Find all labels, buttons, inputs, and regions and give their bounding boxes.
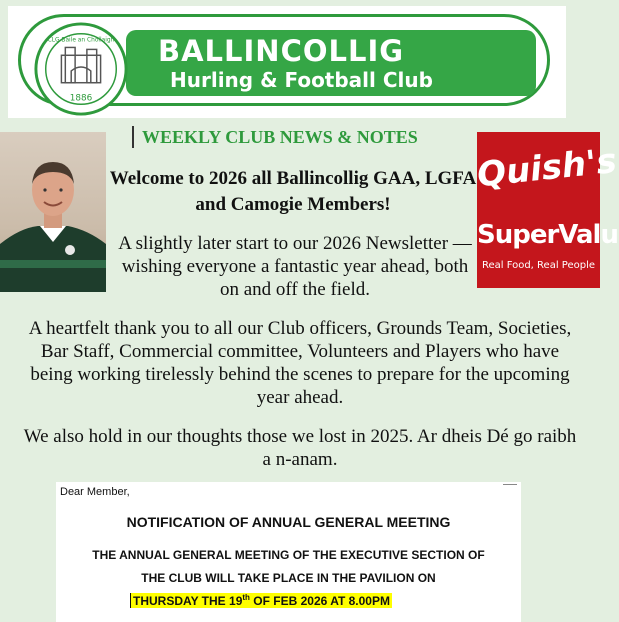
- chairperson-photo: [0, 132, 106, 292]
- club-name: BALLINCOLLIG: [158, 34, 405, 68]
- club-subtitle: Hurling & Football Club: [170, 68, 433, 92]
- notice-greeting: Dear Member,: [60, 486, 130, 498]
- sponsor-ad[interactable]: [475, 132, 619, 288]
- section-heading: WEEKLY CLUB NEWS & NOTES: [132, 126, 482, 148]
- club-crest-icon: [32, 20, 130, 118]
- crest-text: CLG Baile an Chollaigh: [47, 37, 115, 44]
- intro-paragraph: A slightly later start to our 2026 Newsletter — wishing everyone a fantastic year ahead, both on and off the field.: [118, 233, 472, 300]
- remembrance-paragraph: We also hold in our thoughts those we lost in 2025. Ar dheis Dé go raibh a n-anam.: [23, 426, 577, 470]
- sponsor-brand: SuperValu: [477, 220, 618, 250]
- club-banner: [8, 6, 566, 118]
- sponsor-tagline: Real Food, Real People: [481, 260, 596, 271]
- meeting-date-prefix: THURSDAY THE 19: [133, 594, 243, 608]
- notice-title: NOTIFICATION OF ANNUAL GENERAL MEETING: [126, 514, 451, 530]
- crest-year: 1886: [69, 93, 93, 104]
- person-photo-icon: [0, 132, 106, 292]
- meeting-date-rest: OF FEB 2026 AT 8.00PM: [249, 594, 390, 608]
- welcome-heading: Welcome to 2026 all Ballincollig GAA, LGFA and Camogie Members!: [109, 168, 477, 215]
- thanks-paragraph: A heartfelt thank you to all our Club officers, Grounds Team, Societies, Bar Staff, Commercial committee, Volunteers and Players who have being working tirelessly behind the scenes to prepare for the upcoming year ahead.: [28, 318, 572, 408]
- meeting-date: [130, 593, 392, 608]
- notice-corner-mark: [503, 484, 517, 485]
- sponsor-name: Quish's: [475, 140, 619, 196]
- meeting-date-suffix: th: [242, 593, 250, 602]
- notice-line-2: THE CLUB WILL TAKE PLACE IN THE PAVILION ON: [141, 571, 436, 585]
- agm-notice: [56, 482, 521, 622]
- notice-line-1: THE ANNUAL GENERAL MEETING OF THE EXECUTIVE SECTION OF: [92, 548, 485, 562]
